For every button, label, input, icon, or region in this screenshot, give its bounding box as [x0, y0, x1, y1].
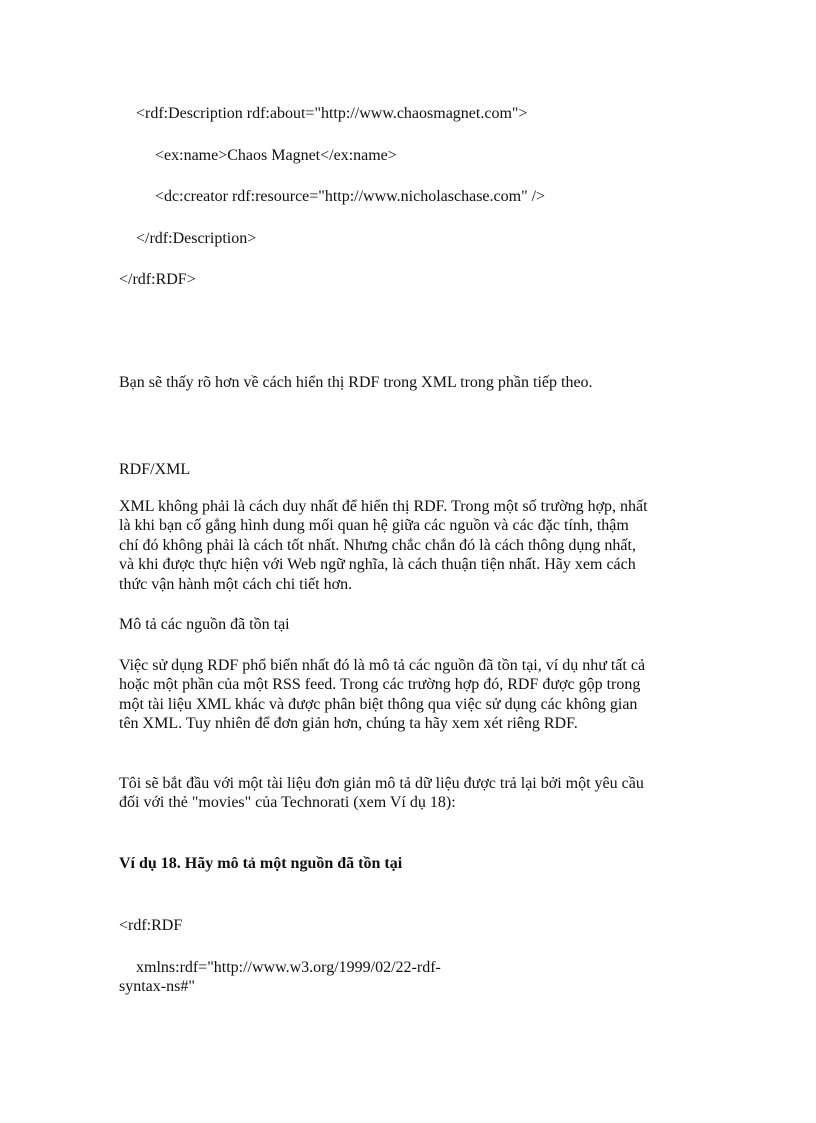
- start-body-line: đối với thẻ "movies" của Technorati (xem Ví dụ 18):: [119, 794, 456, 811]
- subsection-title: Mô tả các nguồn đã tồn tại: [119, 616, 290, 633]
- code-line-rdf-close: </rdf:RDF>: [119, 271, 196, 288]
- section-title-rdfxml: RDF/XML: [119, 461, 191, 478]
- code-line-syntax-ns: syntax-ns#": [119, 978, 195, 995]
- rdfxml-body-line: XML không phải là cách duy nhất để hiển thị RDF. Trong một số trường hợp, nhất: [119, 498, 648, 515]
- code-line-xmlns: xmlns:rdf="http://www.w3.org/1999/02/22-rdf-: [136, 959, 441, 976]
- intro-paragraph: Bạn sẽ thấy rõ hơn về cách hiển thị RDF trong XML trong phần tiếp theo.: [119, 374, 593, 391]
- start-body-line: Tôi sẽ bắt đầu với một tài liệu đơn giản mô tả dữ liệu được trả lại bởi một yêu cầu: [119, 775, 644, 792]
- rdfxml-body-line: và khi được thực hiện với Web ngữ nghĩa, là cách thuận tiện nhất. Hãy xem cách: [119, 556, 636, 573]
- code-line-rdf-open: <rdf:RDF: [119, 917, 183, 934]
- describe-body-line: Việc sử dụng RDF phổ biến nhất đó là mô tả các nguồn đã tồn tại, ví dụ như tất cả: [119, 657, 646, 674]
- code-line-ex-name: <ex:name>Chaos Magnet</ex:name>: [155, 147, 397, 164]
- example-heading: Ví dụ 18. Hãy mô tả một nguồn đã tồn tại: [119, 855, 403, 872]
- describe-body-line: hoặc một phần của một RSS feed. Trong các trường hợp đó, RDF được gộp trong: [119, 676, 641, 693]
- describe-body-line: một tài liệu XML khác và được phân biệt thông qua việc sử dụng các không gian: [119, 696, 638, 713]
- rdfxml-body-line: chí đó không phải là cách tốt nhất. Nhưng chắc chắn đó là cách thông dụng nhất,: [119, 537, 636, 554]
- rdfxml-body-line: thức vận hành một cách chi tiết hơn.: [119, 576, 353, 593]
- code-line-description-open: <rdf:Description rdf:about="http://www.chaosmagnet.com">: [136, 105, 528, 122]
- rdfxml-body-line: là khi bạn cố gắng hình dung mối quan hệ giữa các nguồn và các đặc tính, thậm: [119, 517, 629, 534]
- code-line-dc-creator: <dc:creator rdf:resource="http://www.nicholaschase.com" />: [155, 188, 546, 205]
- describe-body-line: tên XML. Tuy nhiên để đơn giản hơn, chúng ta hãy xem xét riêng RDF.: [119, 715, 578, 732]
- code-line-description-close: </rdf:Description>: [136, 230, 257, 247]
